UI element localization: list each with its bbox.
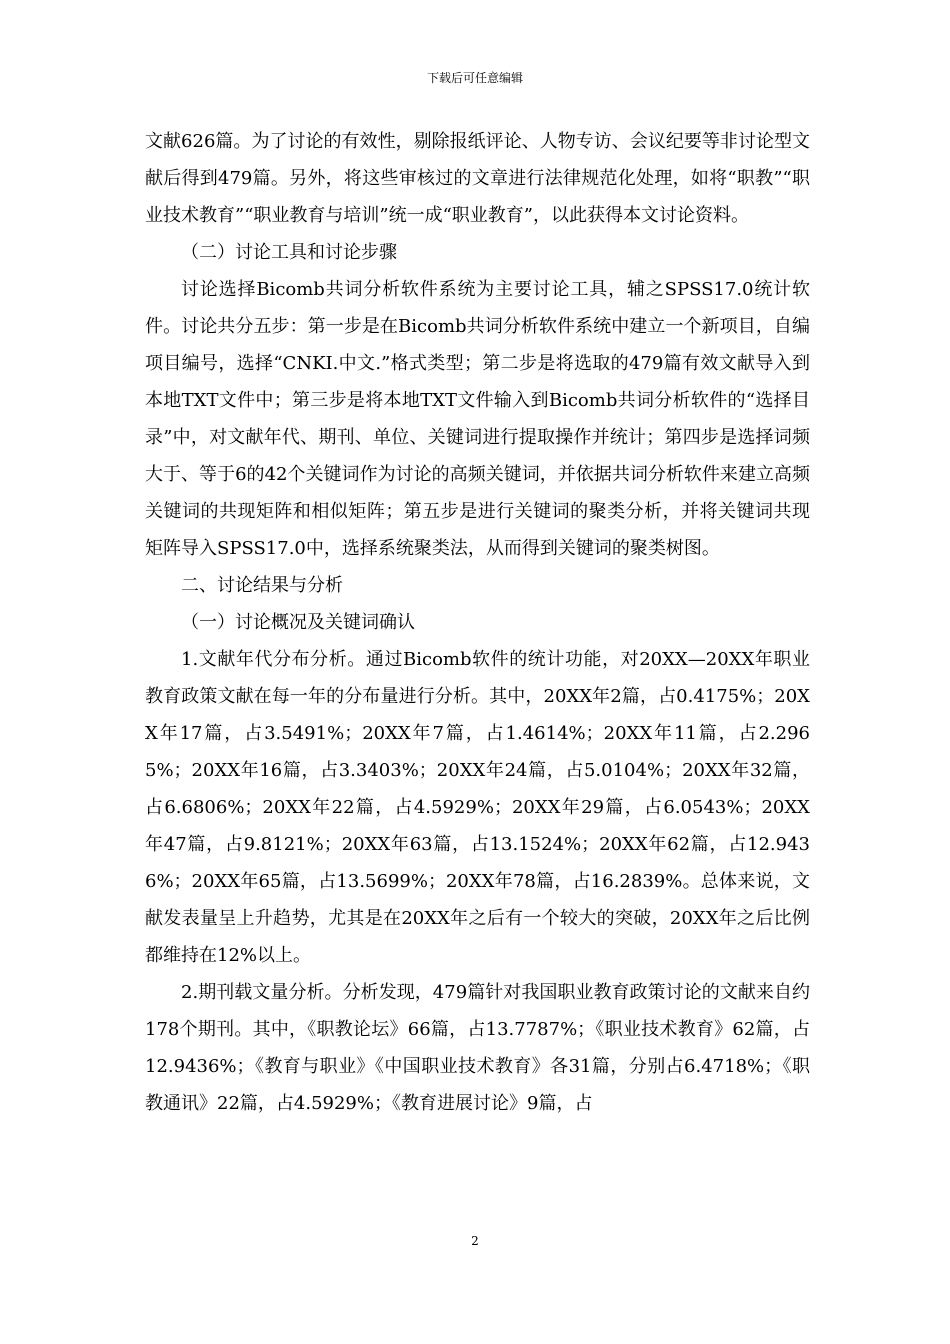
paragraph-method-steps: 讨论选择Bicomb共词分析软件系统为主要讨论工具，辅之SPSS17.0统计软件。讨论共分五步：第一步是在Bicomb共词分析软件系统中建立一个新项目，自编项目编号，选择“CNKI.中文.”格式类型；第二步是将选取的479篇有效文献导入到本地TXT文件中；第三步是将本地TXT文件输入到Bicomb共词分析软件的“选择目录”中，对文献年代、期刊、单位、关键词进行提取操作并统计；第四步是选择词频大于、等于6的42个关键词作为讨论的高频关键词，并依据共词分析软件来建立高频关键词的共现矩阵和相似矩阵；第五步是进行关键词的聚类分析，并将关键词共现矩阵导入SPSS17.0中，选择系统聚类法，从而得到关键词的聚类树图。 (145, 279, 810, 559)
section-heading-results: 二、讨论结果与分析 (181, 575, 343, 596)
paragraph-year-distribution: 1.文献年代分布分析。通过Bicomb软件的统计功能，对20XX—20XX年职业教育政策文献在每一年的分布量进行分析。其中，20XX年2篇，占0.4175%；20XX年17篇，占3.5491%；20XX年7篇，占1.4614%；20XX年11篇，占2.2965%；20XX年16篇，占3.3403%；20XX年24篇，占5.0104%；20XX年32篇，占6.6806%；20XX年22篇，占4.5929%；20XX年29篇，占6.0543%；20XX年47篇，占9.8121%；20XX年63篇，占13.1524%；20XX年62篇，占12.9436%；20XX年65篇，占13.5699%；20XX年78篇，占16.2839%。总体来说，文献发表量呈上升趋势，尤其是在20XX年之后有一个较大的突破，20XX年之后比例都维持在12%以上。 (145, 649, 810, 966)
page-header: 下载后可任意编辑 (426, 71, 523, 85)
paragraph-continuation: 文献626篇。为了讨论的有效性，剔除报纸评论、人物专访、会议纪要等非讨论型文献后得到479篇。另外，将这些审核过的文章进行法律规范化处理，如将“职教”“职业技术教育”“职业教育与培训”统一成“职业教育”，以此获得本文讨论资料。 (145, 131, 810, 226)
document-body (145, 123, 810, 1122)
subsection-heading-overview: （一）讨论概况及关键词确认 (181, 612, 415, 633)
page-number: 2 (471, 1234, 479, 1248)
section-heading-tools: （二）讨论工具和讨论步骤 (181, 242, 397, 263)
paragraph-journal-analysis: 2.期刊载文量分析。分析发现，479篇针对我国职业教育政策讨论的文献来自约178个期刊。其中，《职教论坛》66篇，占13.7787%；《职业技术教育》62篇，占12.9436%；《教育与职业》《中国职业技术教育》各31篇，分别占6.4718%；《职教通讯》22篇，占4.5929%；《教育进展讨论》9篇，占 (145, 982, 810, 1114)
